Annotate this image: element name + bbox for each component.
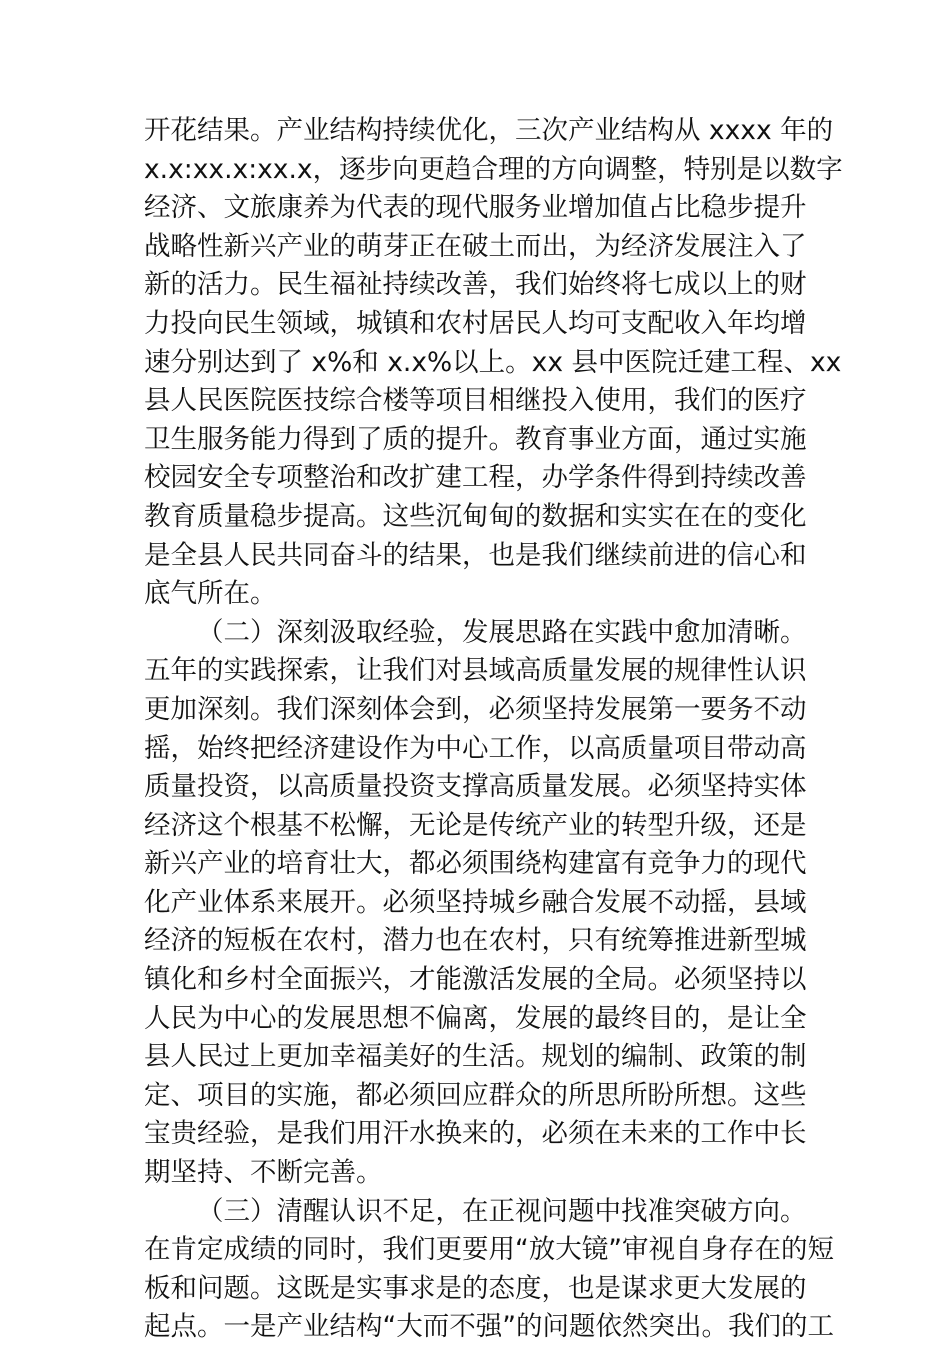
text-line: 力投向民生领域，城镇和农村居民人均可支配收入年均增 (144, 307, 807, 339)
text-line: 底气所在。 (144, 578, 277, 610)
text-line: 校园安全专项整治和改扩建工程，办学条件得到持续改善 (144, 462, 807, 494)
section-heading-3: （三）清醒认识不足，在正视问题中找准突破方向。 (197, 1195, 807, 1227)
text-line: 是全县人民共同奋斗的结果，也是我们继续前进的信心和 (144, 539, 807, 571)
text-line: 板和问题。这既是实事求是的态度，也是谋求更大发展的 (144, 1272, 807, 1304)
text-line: 定、项目的实施，都必须回应群众的所思所盼所想。这些 (144, 1079, 807, 1111)
body-text (144, 112, 843, 1347)
text-line: 卫生服务能力得到了质的提升。教育事业方面，通过实施 (144, 423, 807, 455)
text-line: 起点。一是产业结构“大而不强”的问题依然突出。我们的工 (144, 1311, 834, 1343)
text-line: 人民为中心的发展思想不偏离，发展的最终目的，是让全 (144, 1002, 807, 1034)
text-line: 经济、文旅康养为代表的现代服务业增加值占比稳步提升 (144, 192, 807, 224)
text-line: 经济这个根基不松懈，无论是传统产业的转型升级，还是 (144, 809, 807, 841)
text-line: 摇，始终把经济建设作为中心工作，以高质量项目带动高 (144, 732, 807, 764)
text-line: 更加深刻。我们深刻体会到，必须坚持发展第一要务不动 (144, 693, 807, 725)
text-line: 速分别达到了 x%和 x.x%以上。xx 县中医院迁建工程、xx (144, 346, 842, 378)
text-line: 战略性新兴产业的萌芽正在破土而出，为经济发展注入了 (144, 230, 807, 262)
text-line: 宝贵经验，是我们用汗水换来的，必须在未来的工作中长 (144, 1118, 807, 1150)
text-line: 新兴产业的培育壮大，都必须围绕构建富有竞争力的现代 (144, 848, 807, 880)
text-line: 县人民医院医技综合楼等项目相继投入使用，我们的医疗 (144, 385, 807, 417)
text-line: 经济的短板在农村，潜力也在农村，只有统筹推进新型城 (144, 925, 807, 957)
text-line: 开花结果。产业结构持续优化，三次产业结构从 xxxx 年的 (144, 115, 834, 146)
text-line: 新的活力。民生福祉持续改善，我们始终将七成以上的财 (144, 269, 807, 301)
text-line: 五年的实践探索，让我们对县域高质量发展的规律性认识 (144, 655, 807, 687)
section-heading-2: （二）深刻汲取经验，发展思路在实践中愈加清晰。 (197, 616, 807, 648)
text-line: 期坚持、不断完善。 (144, 1157, 383, 1189)
text-line: 质量投资，以高质量投资支撑高质量发展。必须坚持实体 (144, 771, 807, 803)
text-line: 化产业体系来展开。必须坚持城乡融合发展不动摇，县域 (144, 886, 807, 918)
text-line: 县人民过上更加幸福美好的生活。规划的编制、政策的制 (144, 1041, 807, 1073)
text-line: 教育质量稳步提高。这些沉甸甸的数据和实实在在的变化 (144, 500, 807, 532)
text-line: 在肯定成绩的同时，我们更要用“放大镜”审视自身存在的短 (144, 1234, 834, 1266)
text-line: x.x:xx.x:xx.x，逐步向更趋合理的方向调整，特别是以数字 (144, 153, 843, 185)
text-line: 镇化和乡村全面振兴，才能激活发展的全局。必须坚持以 (144, 964, 807, 996)
